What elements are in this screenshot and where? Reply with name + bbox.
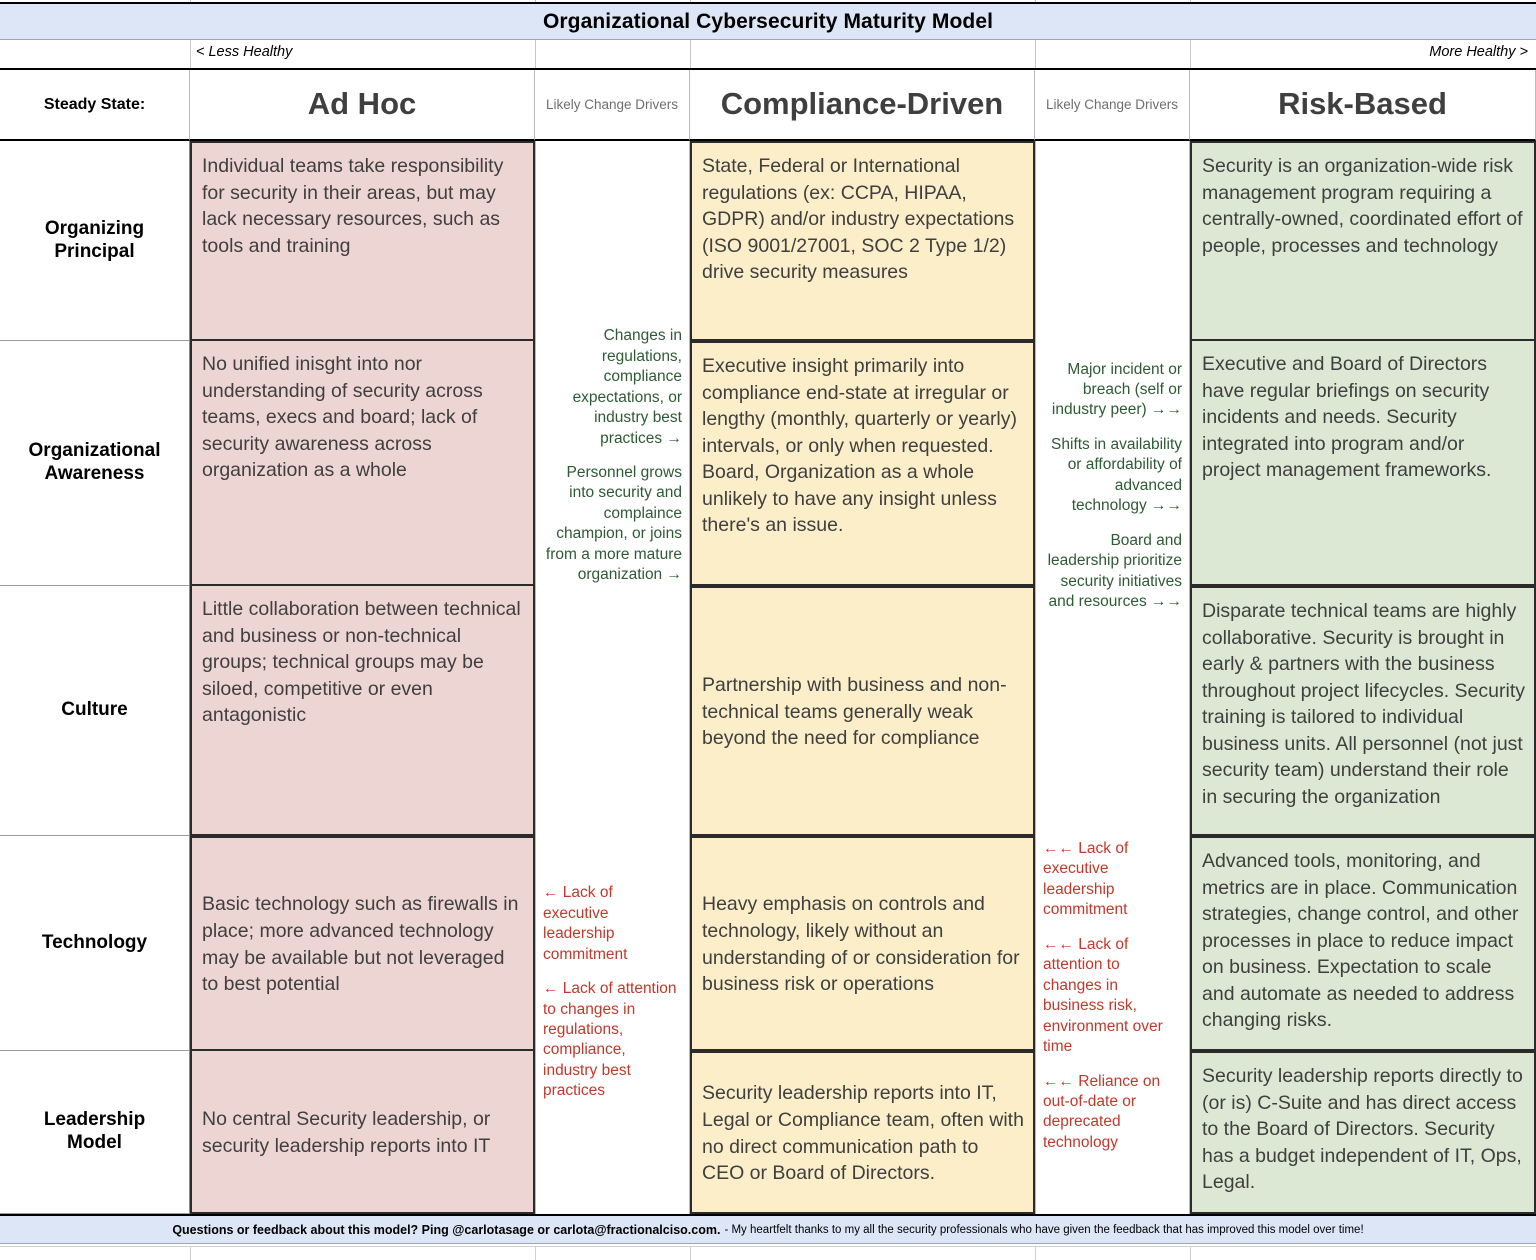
steady-state-label: Steady State:	[43, 95, 146, 113]
stage-adhoc-label: Ad Hoc	[307, 86, 417, 122]
footer-contact-text[interactable]: Questions or feedback about this model? Ping @carlotasage or carlota@fractionalciso.com.	[172, 1222, 721, 1237]
stage-risk-label: Risk-Based	[1278, 86, 1447, 122]
drivers-col2-upper	[1035, 141, 1190, 831]
cell-text: Heavy emphasis on controls and technology, likely without an understanding of or consideration for business risk or operations	[702, 893, 1020, 996]
row-label-organizational-awareness	[0, 341, 190, 586]
cell-compliance-organizing-principal	[690, 141, 1035, 341]
driver-item: Major incident or breach (self or industry peer) →→	[1051, 360, 1182, 419]
more-healthy-label: More Healthy >	[1429, 44, 1528, 60]
footer-bar	[0, 1214, 1536, 1244]
bottom-grid-strip	[0, 1246, 1536, 1260]
cell-text: Basic technology such as firewalls in place; more advanced technology may be available but not leveraged to best potential	[202, 893, 519, 996]
row-label-leadership-model	[0, 1051, 190, 1214]
row-label-text: Culture	[61, 699, 128, 721]
cell-risk-organizational-awareness	[1190, 341, 1536, 586]
drivers-label-2: Likely Change Drivers	[1045, 97, 1179, 112]
cell-adhoc-organizing-principal	[190, 141, 535, 341]
stage-compliance-label: Compliance-Driven	[720, 86, 1004, 122]
cell-adhoc-technology	[190, 836, 535, 1051]
row-label-text: Organizational Awareness	[28, 440, 161, 484]
drivers-col2-lower	[1035, 831, 1190, 1214]
row-label-text: Organizing Principal	[44, 217, 145, 262]
cell-compliance-technology	[690, 836, 1035, 1051]
cell-adhoc-culture	[190, 586, 535, 836]
driver-item: Board and leadership prioritize security initiatives and resources →→	[1047, 531, 1182, 611]
drivers-col1-upper	[535, 141, 690, 771]
driver-item: ← Lack of executive leadership commitment	[543, 884, 628, 963]
cell-adhoc-leadership-model	[190, 1051, 535, 1214]
health-axis-row	[0, 40, 1536, 70]
row-label-culture	[0, 586, 190, 836]
cell-text: State, Federal or International regulations (ex: CCPA, HIPAA, GDPR) and/or industry expectations (ISO 9001/27001, SOC 2 Type 1/2) drive security measures	[702, 155, 1015, 284]
drivers-col1-lower	[535, 771, 690, 1214]
cell-text: No unified inisght into nor understanding of security across teams, execs and board; lack of security awareness across organization as a whole	[202, 353, 483, 482]
cell-text: Executive insight primarily into compliance end-state at irregular or lengthy (monthly, quarterly or yearly) intervals, or only when requested. Board, Organization as a whole unlikely to have any insight unless there's an issue.	[702, 355, 1018, 537]
row-label-organizing-principal	[0, 141, 190, 341]
cell-compliance-organizational-awareness	[690, 341, 1035, 586]
cell-risk-culture	[1190, 586, 1536, 836]
header-stage-risk	[1190, 70, 1536, 141]
cell-adhoc-organizational-awareness	[190, 341, 535, 586]
cell-text: Partnership with business and non-technical teams generally weak beyond the need for compliance	[702, 674, 1007, 750]
page-title-text: Organizational Cybersecurity Maturity Model	[542, 9, 994, 33]
footer-thanks-text: - My heartfelt thanks to my all the security professionals who have given the feedback that has improved this model over time!	[724, 1223, 1364, 1236]
driver-item: Personnel grows into security and complaince champion, or joins from a more mature organization →	[545, 464, 682, 584]
cell-text: Executive and Board of Directors have regular briefings on security incidents and needs. Security integrated into program and/or project management frameworks.	[1202, 353, 1492, 482]
cell-text: Security leadership reports into IT, Legal or Compliance team, often with no direct communication path to CEO or Board of Directors.	[702, 1082, 1024, 1185]
cell-compliance-leadership-model	[690, 1051, 1035, 1214]
header-steady-state	[0, 70, 190, 141]
cell-text: Security is an organization-wide risk management program requiring a centrally-owned, coordinated effort of people, processes and technology	[1202, 155, 1523, 257]
maturity-grid	[0, 70, 1536, 1214]
header-drivers-1	[535, 70, 690, 141]
cell-text: No central Security leadership, or security leadership reports into IT	[202, 1107, 491, 1157]
cell-text: Disparate technical teams are highly collaborative. Security is brought in early & partners with the business throughout project lifecycles. Security training is tailored to individual business units. All personnel (not just security team) understand their role in securing the organization	[1202, 600, 1525, 808]
header-stage-adhoc	[190, 70, 535, 141]
drivers-label-1: Likely Change Drivers	[545, 97, 679, 112]
cell-text: Security leadership reports directly to (or is) C-Suite and has direct access to the Board of Directors. Security has a budget independent of IT, Ops, Legal.	[1202, 1065, 1523, 1194]
less-healthy-label: < Less Healthy	[196, 44, 293, 60]
driver-item: ←← Reliance on out-of-date or deprecated technology	[1043, 1072, 1161, 1151]
header-stage-compliance	[690, 70, 1035, 141]
row-label-technology	[0, 836, 190, 1051]
cell-text: Advanced tools, monitoring, and metrics are in place. Communication strategies, change control, and other processes in place to reduce impact on business. Expectation to scale and automate as needed to address changing risks.	[1202, 850, 1519, 1032]
cell-risk-technology	[1190, 836, 1536, 1051]
cell-text: Individual teams take responsibility for security in their areas, but may lack necessary resources, such as tools and training	[202, 155, 504, 257]
cell-risk-leadership-model	[1190, 1051, 1536, 1214]
driver-item: Changes in regulations, compliance expectations, or industry best practices →	[572, 327, 682, 447]
cell-text: Little collaboration between technical and business or non-technical groups; technical groups may be siloed, competitive or even antagonistic	[202, 598, 521, 727]
header-drivers-2	[1035, 70, 1190, 141]
driver-item: ←← Lack of attention to changes in business risk, environment over time	[1043, 935, 1163, 1056]
driver-item: ← Lack of attention to changes in regulations, compliance, industry best practices	[543, 980, 677, 1100]
cell-compliance-culture	[690, 586, 1035, 836]
driver-item: ←← Lack of executive leadership commitment	[1043, 840, 1129, 919]
cell-risk-organizing-principal	[1190, 141, 1536, 341]
row-label-text: Leadership Model	[43, 1109, 146, 1153]
driver-item: Shifts in availability or affordability of advanced technology →→	[1051, 435, 1182, 515]
row-label-text: Technology	[41, 931, 148, 953]
page-title	[0, 2, 1536, 40]
